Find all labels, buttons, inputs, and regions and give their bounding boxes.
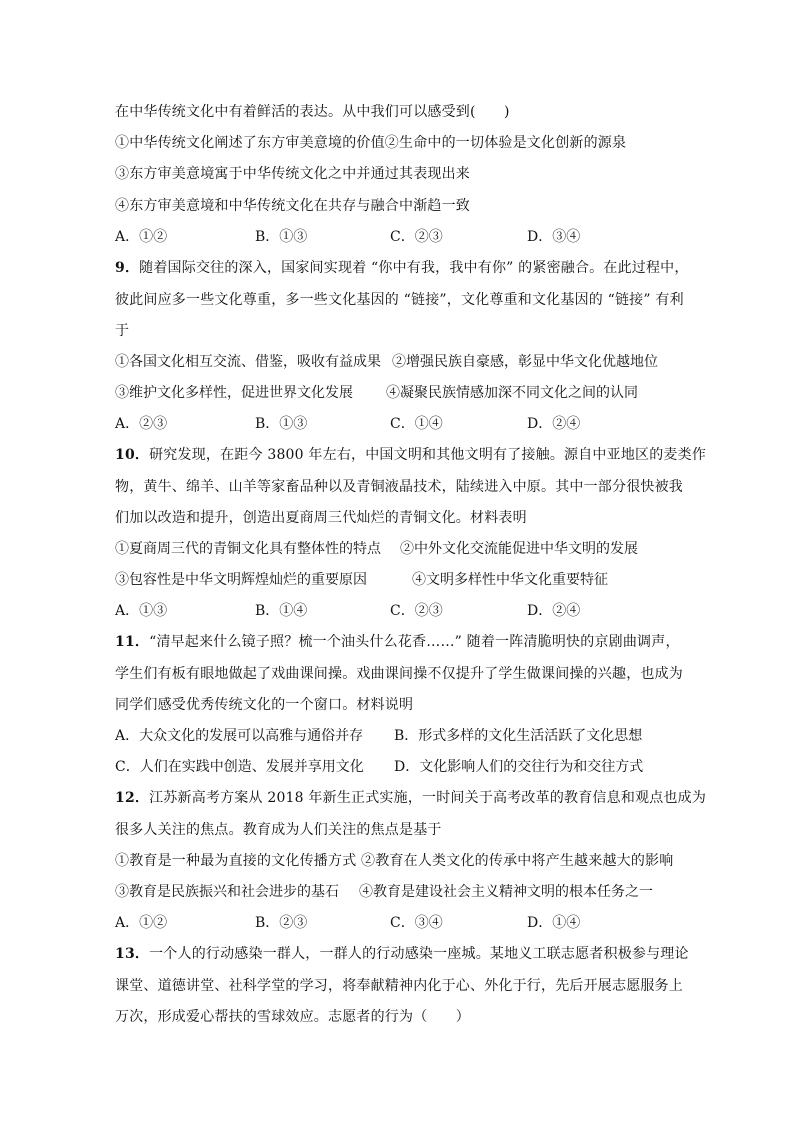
q11-option-c[interactable]: C．人们在实践中创造、发展并享用文化 xyxy=(115,759,364,775)
q10-option-a[interactable]: A．①③ xyxy=(115,603,168,619)
q10-stem-line-2: 物，黄牛、绵羊、山羊等家畜品种以及青铜液晶技术，陆续进入中原。其中一部分很快被我 xyxy=(115,479,683,495)
q12-statement-3: ③教育是民族振兴和社会进步的基石 xyxy=(115,884,339,900)
q12-number: 12． xyxy=(115,790,150,806)
q8-option-c[interactable]: C．②③ xyxy=(390,229,443,245)
q10-stem-line-3: 们加以改造和提升，创造出夏商周三代灿烂的青铜文化。材料表明 xyxy=(115,510,527,526)
q12-stem-line-2: 很多人关注的焦点。教育成为人们关注的焦点是基于 xyxy=(115,822,442,838)
q11-text-1: “清早起来什么镜子照？梳一个油头什么花香……” 随着一阵清脆明快的京剧曲调声， xyxy=(149,634,680,650)
q8-option-a[interactable]: A．①② xyxy=(115,229,168,245)
q8-statement-4: ④东方审美意境和中华传统文化在共存与融合中渐趋一致 xyxy=(115,198,470,214)
q10-number: 10． xyxy=(115,447,150,463)
q8-statement-3: ③东方审美意境寓于中华传统文化之中并通过其表现出来 xyxy=(115,166,470,182)
q9-option-b[interactable]: B．①③ xyxy=(255,416,308,432)
q10-option-c[interactable]: C．②③ xyxy=(390,603,443,619)
q12-statements-1-2: ①教育是一种最为直接的文化传播方式 ②教育在人类文化的传承中将产生越来越大的影响 xyxy=(115,853,674,869)
q9-option-c[interactable]: C．①④ xyxy=(390,416,443,432)
q11-stem-line-1 xyxy=(115,632,680,652)
q10-statement-2: ②中外文化交流能促进中华文明的发展 xyxy=(400,541,638,557)
q10-stem-line-1 xyxy=(115,445,706,465)
q10-statement-3: ③包容性是中华文明辉煌灿烂的重要原因 xyxy=(115,572,367,588)
q8-stem-end: 在中华传统文化中有着鲜活的表达。从中我们可以感受到( ) xyxy=(115,104,510,120)
q9-stem-line-1 xyxy=(115,258,689,278)
q9-number: 9． xyxy=(115,260,140,276)
q10-text-1: 研究发现，在距今 3800 年左右，中国文明和其他文明有了接触。源自中亚地区的麦类作 xyxy=(149,447,707,463)
q9-stem-line-3: 于 xyxy=(115,323,130,339)
q9-statement-4: ④凝聚民族情感加深不同文化之间的认同 xyxy=(386,385,638,401)
q10-statement-4: ④文明多样性中华文化重要特征 xyxy=(412,572,608,588)
q13-stem-line-2: 课堂、道德讲堂、社科学堂的学习，将奉献精神内化于心、外化于行，先后开展志愿服务上 xyxy=(115,978,683,994)
q12-stem-line-1 xyxy=(115,788,706,808)
q12-statement-4: ④教育是建设社会主义精神文明的根本任务之一 xyxy=(359,884,653,900)
q9-option-a[interactable]: A．②③ xyxy=(115,416,168,432)
q10-statement-1: ①夏商周三代的青铜文化具有整体性的特点 xyxy=(115,541,381,557)
q8-option-b[interactable]: B．①③ xyxy=(255,229,308,245)
q12-option-a[interactable]: A．①② xyxy=(115,915,168,931)
q10-option-b[interactable]: B．①④ xyxy=(255,603,308,619)
q12-text-1: 江苏新高考方案从 2018 年新生正式实施，一时间关于高考改革的教育信息和观点也成为 xyxy=(149,790,707,806)
q9-statement-1: ①各国文化相互交流、借鉴，吸收有益成果 xyxy=(115,354,381,370)
q11-option-d[interactable]: D．文化影响人们的交往行为和交往方式 xyxy=(394,759,644,775)
q12-option-b[interactable]: B．②③ xyxy=(255,915,308,931)
q9-statement-2: ②增强民族自豪感，彰显中华文化优越地位 xyxy=(392,354,658,370)
q12-option-c[interactable]: C．③④ xyxy=(390,915,443,931)
q9-option-d[interactable]: D．②④ xyxy=(527,416,581,432)
q13-stem-line-1 xyxy=(115,944,689,964)
q13-text-1: 一个人的行动感染一群人，一群人的行动感染一座城。某地义工联志愿者积极参与理论 xyxy=(149,946,689,962)
q9-statement-3: ③维护文化多样性，促进世界文化发展 xyxy=(115,385,353,401)
q11-number: 11． xyxy=(115,634,150,650)
q11-stem-line-2: 学生们有板有眼地做起了戏曲课间操。戏曲课间操不仅提升了学生做课间操的兴趣，也成为 xyxy=(115,666,683,682)
q9-stem-line-2: 彼此间应多一些文化尊重，多一些文化基因的 “链接”，文化尊重和文化基因的 “链接” 有利 xyxy=(115,292,684,308)
q11-option-a[interactable]: A．大众文化的发展可以高雅与通俗并存 xyxy=(115,728,364,744)
q11-option-b[interactable]: B．形式多样的文化生活活跃了文化思想 xyxy=(394,728,643,744)
q8-statement-1-2: ①中华传统文化阐述了东方审美意境的价值②生命中的一切体验是文化创新的源泉 xyxy=(115,135,627,151)
q9-text-1: 随着国际交往的深入，国家间实现着 “你中有我，我中有你” 的紧密融合。在此过程中， xyxy=(139,260,689,276)
q13-number: 13． xyxy=(115,946,150,962)
q8-option-d[interactable]: D．③④ xyxy=(527,229,581,245)
q11-stem-line-3: 同学们感受优秀传统文化的一个窗口。材料说明 xyxy=(115,697,414,713)
q13-stem-line-3: 万次，形成爱心帮扶的雪球效应。志愿者的行为（ ） xyxy=(115,1009,470,1025)
q10-option-d[interactable]: D．②④ xyxy=(527,603,581,619)
q12-option-d[interactable]: D．①④ xyxy=(527,915,581,931)
